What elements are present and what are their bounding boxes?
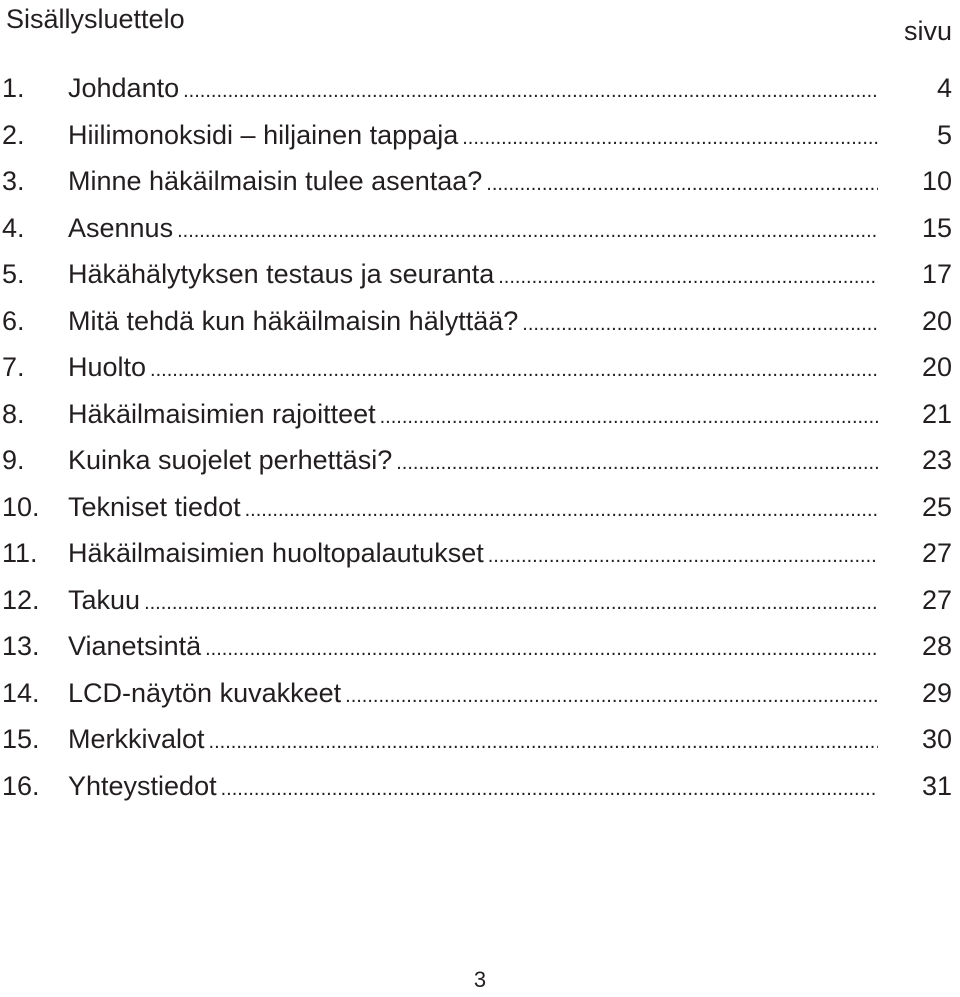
toc-entry-6[interactable] bbox=[0, 298, 960, 345]
toc-entry-number: 5. bbox=[2, 259, 25, 289]
toc-entry-page: 27 bbox=[921, 538, 952, 568]
toc-entry-page: 25 bbox=[921, 491, 952, 522]
toc-entry-page: 27 bbox=[921, 584, 952, 615]
toc-entry-page: 23 bbox=[921, 445, 952, 475]
dot-leader bbox=[345, 673, 878, 720]
dot-leader bbox=[380, 394, 878, 441]
toc-entry-page: 4 bbox=[936, 73, 952, 103]
toc-entry-8[interactable] bbox=[0, 391, 960, 438]
toc-entry-number: 6. bbox=[2, 305, 25, 336]
dot-leader bbox=[221, 766, 878, 813]
toc-entry-title: Merkkivalot bbox=[68, 724, 205, 754]
dot-leader bbox=[209, 719, 878, 766]
toc-entry-title: Mitä tehdä kun häkäilmaisin hälyttää? bbox=[68, 305, 519, 336]
toc-entry-number: 10. bbox=[2, 491, 40, 522]
toc-entry-title: Häkäilmaisimien huoltopalautukset bbox=[68, 538, 484, 568]
toc-entry-page: 15 bbox=[921, 212, 952, 243]
toc-entry-title: Johdanto bbox=[68, 73, 180, 103]
dot-leader bbox=[150, 347, 878, 394]
toc-entry-number: 2. bbox=[2, 119, 25, 150]
dot-leader bbox=[498, 254, 878, 301]
toc-entry-page: 10 bbox=[921, 166, 952, 196]
toc-entry-number: 15. bbox=[2, 724, 40, 754]
toc-entry-page: 28 bbox=[921, 631, 952, 661]
toc-entry-number: 11. bbox=[2, 538, 38, 568]
toc-entry-page: 20 bbox=[921, 305, 952, 336]
dot-leader bbox=[486, 161, 878, 208]
dot-leader bbox=[462, 115, 878, 162]
page-number: 3 bbox=[473, 967, 487, 992]
toc-entry-title: LCD-näytön kuvakkeet bbox=[68, 677, 342, 708]
toc-entry-page: 17 bbox=[921, 259, 952, 289]
toc-entry-number: 16. bbox=[2, 770, 40, 801]
toc-entry-4[interactable] bbox=[0, 205, 960, 252]
toc-entry-title: Takuu bbox=[68, 584, 141, 615]
toc-entry-number: 12. bbox=[2, 584, 40, 615]
toc-entry-page: 30 bbox=[921, 724, 952, 754]
dot-leader bbox=[245, 487, 878, 534]
toc-entry-page: 5 bbox=[936, 119, 952, 150]
toc-entry-14[interactable] bbox=[0, 670, 960, 717]
toc-entry-number: 1. bbox=[2, 73, 25, 103]
dot-leader bbox=[183, 68, 878, 115]
toc-entry-7[interactable] bbox=[0, 344, 960, 391]
toc-entry-9[interactable] bbox=[0, 437, 960, 484]
table-of-contents bbox=[0, 65, 960, 809]
toc-entry-2[interactable] bbox=[0, 112, 960, 159]
page-title: Sisällysluettelo bbox=[6, 4, 185, 34]
toc-entry-title: Häkähälytyksen testaus ja seuranta bbox=[68, 259, 495, 289]
toc-entry-title: Kuinka suojelet perhettäsi? bbox=[68, 445, 393, 475]
dot-leader bbox=[522, 301, 878, 348]
toc-entry-number: 9. bbox=[2, 445, 25, 475]
toc-entry-5[interactable] bbox=[0, 251, 960, 298]
toc-entry-number: 3. bbox=[2, 166, 25, 196]
toc-entry-number: 8. bbox=[2, 398, 25, 429]
toc-entry-title: Hiilimonoksidi – hiljainen tappaja bbox=[68, 119, 459, 150]
toc-entry-13[interactable] bbox=[0, 623, 960, 670]
toc-entry-title: Vianetsintä bbox=[68, 631, 202, 661]
toc-entry-12[interactable] bbox=[0, 577, 960, 624]
toc-entry-15[interactable] bbox=[0, 716, 960, 763]
dot-leader bbox=[488, 533, 878, 580]
toc-entry-title: Asennus bbox=[68, 212, 174, 243]
toc-entry-page: 31 bbox=[921, 770, 952, 801]
toc-entry-number: 4. bbox=[2, 212, 25, 243]
toc-entry-number: 7. bbox=[2, 352, 25, 382]
dot-leader bbox=[396, 440, 878, 487]
toc-entry-page: 21 bbox=[921, 398, 952, 429]
toc-entry-title: Minne häkäilmaisin tulee asentaa? bbox=[68, 166, 483, 196]
toc-entry-1[interactable] bbox=[0, 65, 960, 112]
dot-leader bbox=[205, 626, 878, 673]
toc-entry-title: Huolto bbox=[68, 352, 147, 382]
toc-entry-number: 14. bbox=[2, 677, 40, 708]
toc-entry-3[interactable] bbox=[0, 158, 960, 205]
toc-entry-title: Häkäilmaisimien rajoitteet bbox=[68, 398, 376, 429]
toc-entry-title: Yhteystiedot bbox=[68, 770, 217, 801]
page-column-header: sivu bbox=[903, 16, 952, 46]
toc-entry-16[interactable] bbox=[0, 763, 960, 810]
dot-leader bbox=[177, 208, 878, 255]
toc-entry-11[interactable] bbox=[0, 530, 960, 577]
toc-entry-number: 13. bbox=[2, 631, 40, 661]
toc-entry-title: Tekniset tiedot bbox=[68, 491, 241, 522]
dot-leader bbox=[144, 580, 878, 627]
toc-entry-page: 29 bbox=[921, 677, 952, 708]
toc-entry-page: 20 bbox=[921, 352, 952, 382]
toc-entry-10[interactable] bbox=[0, 484, 960, 531]
